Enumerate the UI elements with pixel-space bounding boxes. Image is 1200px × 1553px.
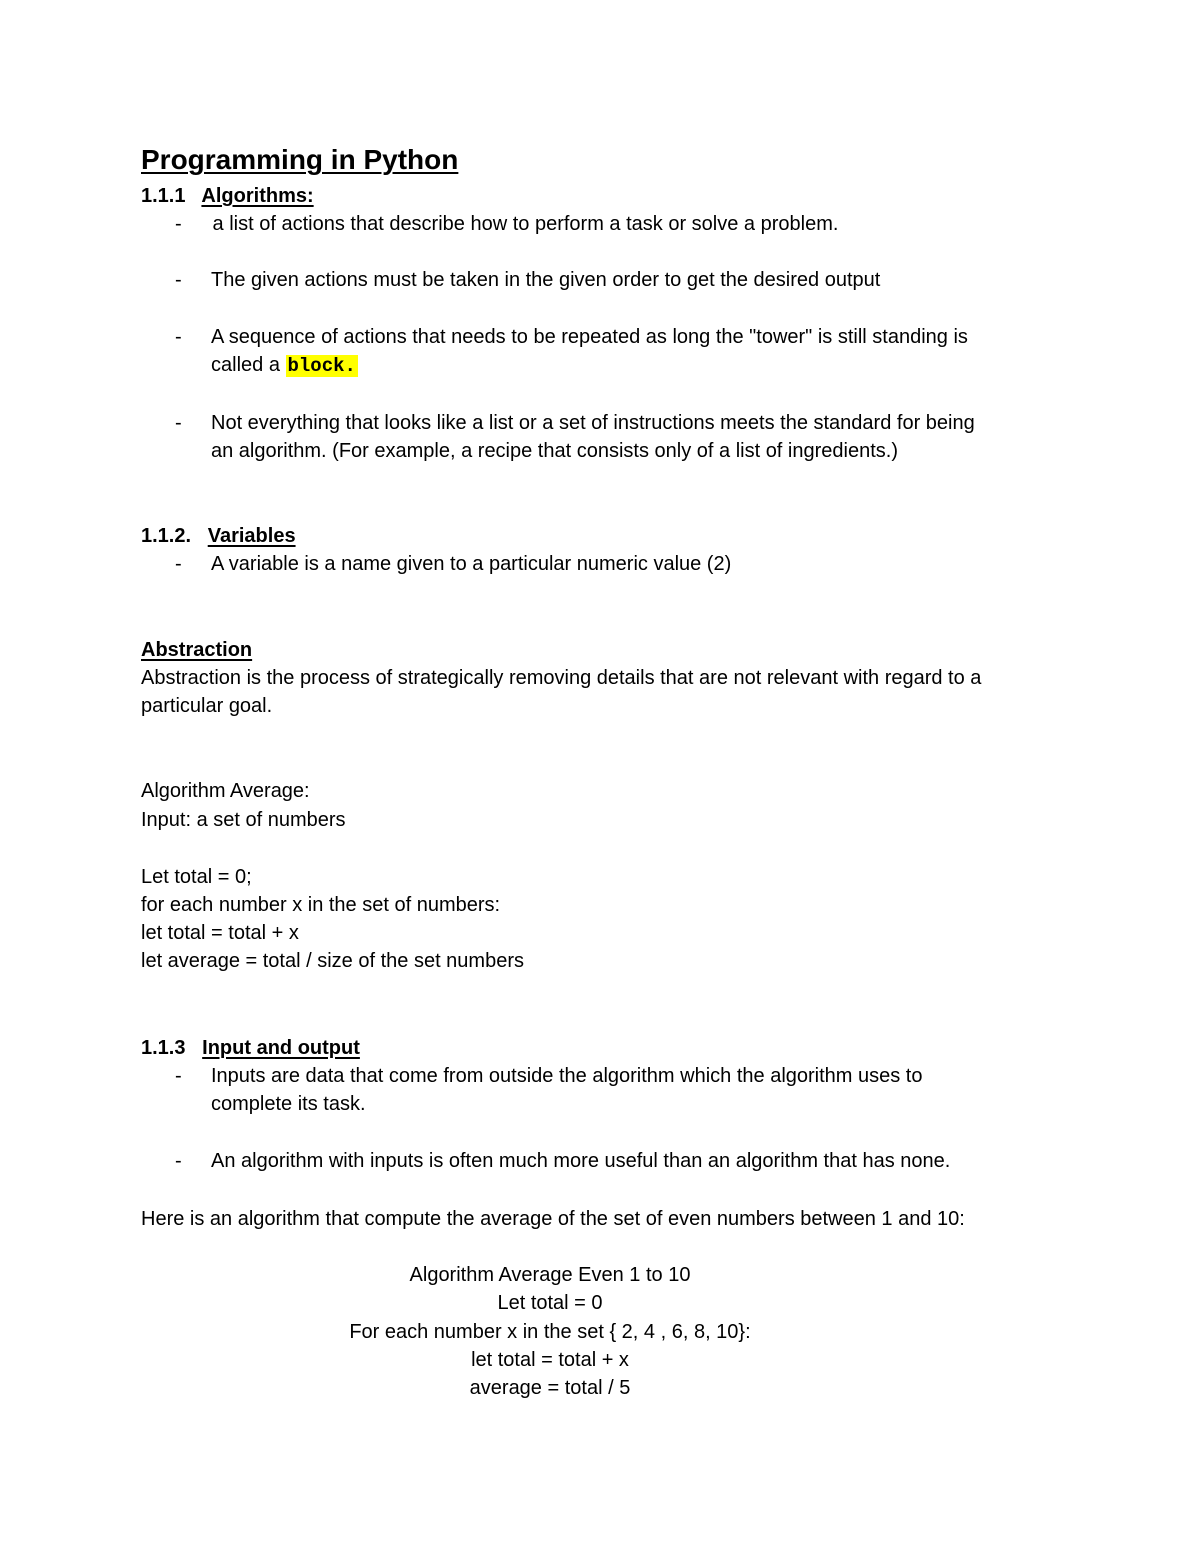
algorithm-line: Input: a set of numbers [141,809,346,831]
section-number: 1.1.3 [141,1037,186,1059]
centered-algorithm-line: average = total / 5 [469,1377,631,1399]
bullet-text: Not everything that looks like a list or a set of instructions meets the standard for being [211,412,975,434]
algorithm-line: Let total = 0; [141,866,252,888]
bullet-text-prefix: called a [211,354,286,376]
bullet-text: The given actions must be taken in the given order to get the desired output [211,269,881,291]
bullet-text-continuation: complete its task. [211,1093,366,1115]
bullet-text: Inputs are data that come from outside the algorithm which the algorithm uses to [211,1065,923,1087]
intro-paragraph: Here is an algorithm that compute the average of the set of even numbers between 1 and 10: [141,1208,965,1230]
bullet-text: A variable is a name given to a particular numeric value (2) [211,553,732,575]
section-heading-input-output [141,1034,360,1062]
algorithm-line: let total = total + x [141,922,299,944]
bullet-marker: - [175,1065,182,1087]
bullet-marker: - [175,213,182,235]
abstraction-heading: Abstraction [141,639,253,661]
centered-algorithm-line: Algorithm Average Even 1 to 10 [409,1264,691,1286]
section-heading-algorithms [141,182,314,210]
bullet-text-continuation: an algorithm. (For example, a recipe that consists only of a list of ingredients.) [211,440,898,462]
centered-algorithm-line: let total = total + x [471,1349,629,1371]
centered-algorithm-line: Let total = 0 [497,1292,603,1314]
bullet-marker: - [175,269,182,291]
section-title: Variables [207,525,296,547]
bullet-marker: - [175,1150,182,1172]
abstraction-text: particular goal. [141,695,273,717]
bullet-text: a list of actions that describe how to perform a task or solve a problem. [207,213,839,235]
bullet-text: An algorithm with inputs is often much more useful than an algorithm that has none. [211,1150,951,1172]
section-heading-variables [141,522,296,550]
section-number: 1.1.2. [141,525,192,547]
bullet-marker: - [175,553,182,575]
highlighted-term: block. [287,355,356,377]
centered-algorithm-line: For each number x in the set { 2, 4 , 6, 8, 10}: [349,1321,751,1343]
bullet-marker: - [175,412,182,434]
algorithm-line: for each number x in the set of numbers: [141,894,501,916]
bullet-marker: - [175,326,182,348]
section-title: Algorithms: [201,185,314,207]
algorithm-line: let average = total / size of the set numbers [141,950,524,972]
bullet-text: A sequence of actions that needs to be repeated as long the "tower" is still standing is [211,326,968,348]
algorithm-line: Algorithm Average: [141,780,310,802]
abstraction-text: Abstraction is the process of strategically removing details that are not relevant with regard to a [141,667,982,689]
bullet-text-continuation [211,351,358,380]
page-title: Programming in Python [141,144,459,175]
section-title: Input and output [202,1037,360,1059]
section-number: 1.1.1 [141,185,186,207]
